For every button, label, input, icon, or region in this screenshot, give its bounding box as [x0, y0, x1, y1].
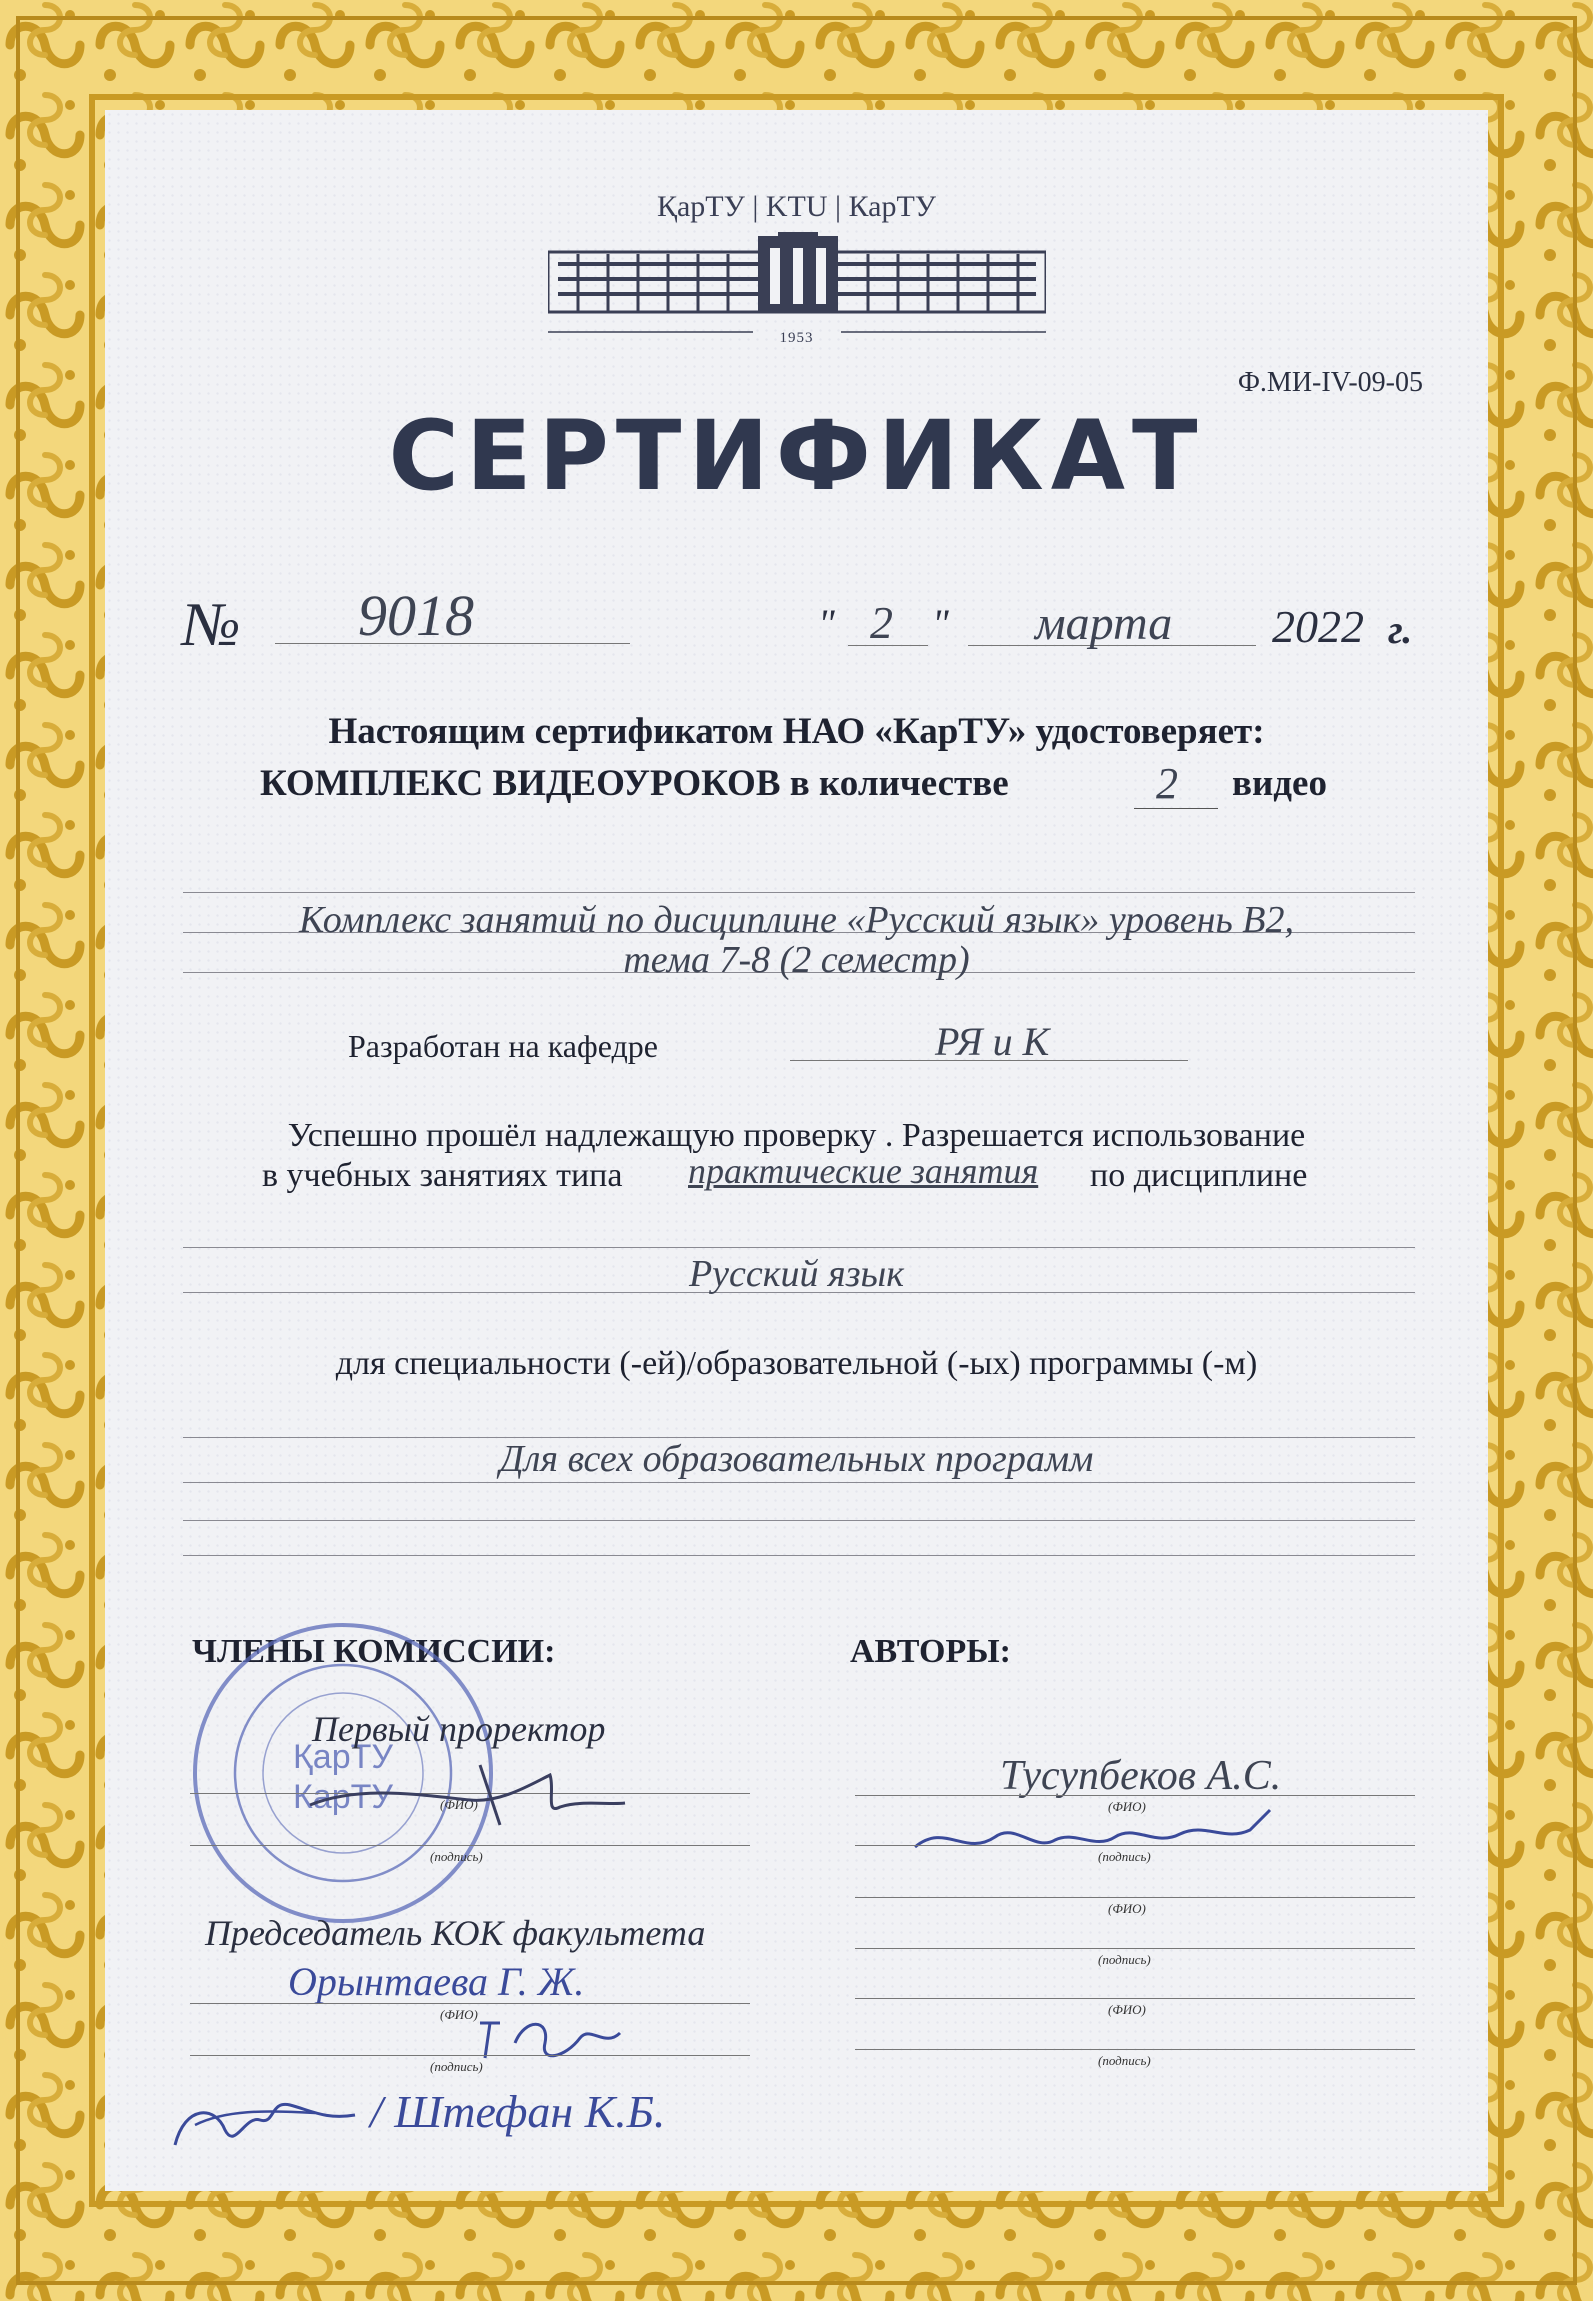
- author-1-fio-line: [855, 1795, 1415, 1796]
- certificate-title: СЕРТИФИКАТ: [388, 400, 1205, 512]
- author-1-signature: [905, 1802, 1285, 1872]
- chair-fio-label: (ФИО): [440, 2007, 478, 2022]
- first-prorector-role: Первый проректор: [312, 1709, 606, 1749]
- video-suffix: видео: [1232, 763, 1327, 804]
- author-3-signature-label: (подпись): [1098, 2053, 1151, 2068]
- number-sign: №: [182, 591, 241, 659]
- university-logo-text: ҚарТУ | KTU | КарТУ: [656, 190, 937, 223]
- department-label: Разработан на кафедре: [348, 1028, 658, 1064]
- class-type-label: в учебных занятиях типа: [262, 1157, 623, 1194]
- authors-heading: АВТОРЫ:: [850, 1633, 1011, 1670]
- author-2-signature-line: [855, 1948, 1415, 1949]
- date-year-suffix: г.: [1388, 607, 1413, 652]
- author-3-fio-line: [855, 1998, 1415, 1999]
- video-count: 2: [1156, 759, 1178, 808]
- date-month: марта: [1035, 597, 1173, 650]
- commission-members-heading: ЧЛЕНЫ КОМИССИИ:: [192, 1633, 556, 1670]
- university-building-logo: [548, 232, 1046, 342]
- complex-label: КОМПЛЕКС ВИДЕОУРОКОВ в количестве: [260, 763, 1009, 804]
- author-3-signature-line: [855, 2049, 1415, 2050]
- date-day: 2: [870, 597, 893, 648]
- author-1-signature-label: (подпись): [1098, 1849, 1151, 1864]
- svg-text:ҚарТУ: ҚарТУ: [293, 1738, 393, 1776]
- certificate-number: 9018: [358, 583, 474, 648]
- author-3-fio-label: (ФИО): [1108, 2002, 1146, 2017]
- bottom-signature-name: / Штефан К.Б.: [370, 2086, 666, 2137]
- author-2-signature-label: (подпись): [1098, 1952, 1151, 1967]
- form-code: Ф.МИ-IV-09-05: [1237, 367, 1423, 398]
- founding-year: 1953: [779, 330, 814, 346]
- date-close-quote: ": [932, 601, 949, 646]
- rule-line: [183, 1555, 1415, 1556]
- verification-text: Успешно прошёл надлежащую проверку . Разрешается использование: [287, 1117, 1306, 1154]
- author-1-name: Тусупбеков А.С.: [1000, 1753, 1282, 1799]
- author-2-fio-line: [855, 1897, 1415, 1898]
- author-1-signature-line: [855, 1845, 1415, 1846]
- chair-signature-line: [190, 2055, 750, 2056]
- class-type-value: практические занятия: [688, 1151, 1039, 1191]
- chair-signature-label: (подпись): [430, 2059, 483, 2074]
- prorector-signature: [300, 1745, 630, 1835]
- discipline-value: Русский язык: [688, 1253, 905, 1295]
- prorector-fio-label: (ФИО): [440, 1797, 478, 1812]
- rule-line: [183, 1520, 1415, 1521]
- date-open-quote: ": [818, 601, 835, 646]
- topic-line-1: Комплекс занятий по дисциплине «Русский язык» уровень В2,: [299, 899, 1294, 941]
- author-2-fio-label: (ФИО): [1108, 1901, 1146, 1916]
- specialty-label: для специальности (-ей)/образовательной (-ых) программы (-м): [335, 1345, 1258, 1382]
- bottom-signature: [165, 2075, 365, 2165]
- chair-signature: [470, 2003, 630, 2073]
- svg-text:КарТУ: КарТУ: [293, 1778, 393, 1816]
- topic-line-2: тема 7-8 (2 семестр): [623, 939, 970, 981]
- prorector-signature-line: [190, 1845, 750, 1846]
- author-1-fio-label: (ФИО): [1108, 1799, 1146, 1814]
- program-value: Для всех образовательных программ: [499, 1438, 1094, 1480]
- prorector-signature-label: (подпись): [430, 1849, 483, 1864]
- rule-line: [183, 1482, 1415, 1483]
- rule-line: [183, 1247, 1415, 1248]
- chair-name: Орынтаева Г. Ж.: [288, 1959, 585, 2004]
- rule-line: [183, 892, 1415, 893]
- discipline-label: по дисциплине: [1090, 1157, 1308, 1194]
- intro-text: Настоящим сертификатом НАО «КарТУ» удостоверяет:: [328, 711, 1265, 752]
- date-year: 2022: [1272, 601, 1364, 652]
- faculty-chair-role: Председатель КОК факультета: [205, 1913, 706, 1953]
- department-value: РЯ и К: [935, 1019, 1050, 1064]
